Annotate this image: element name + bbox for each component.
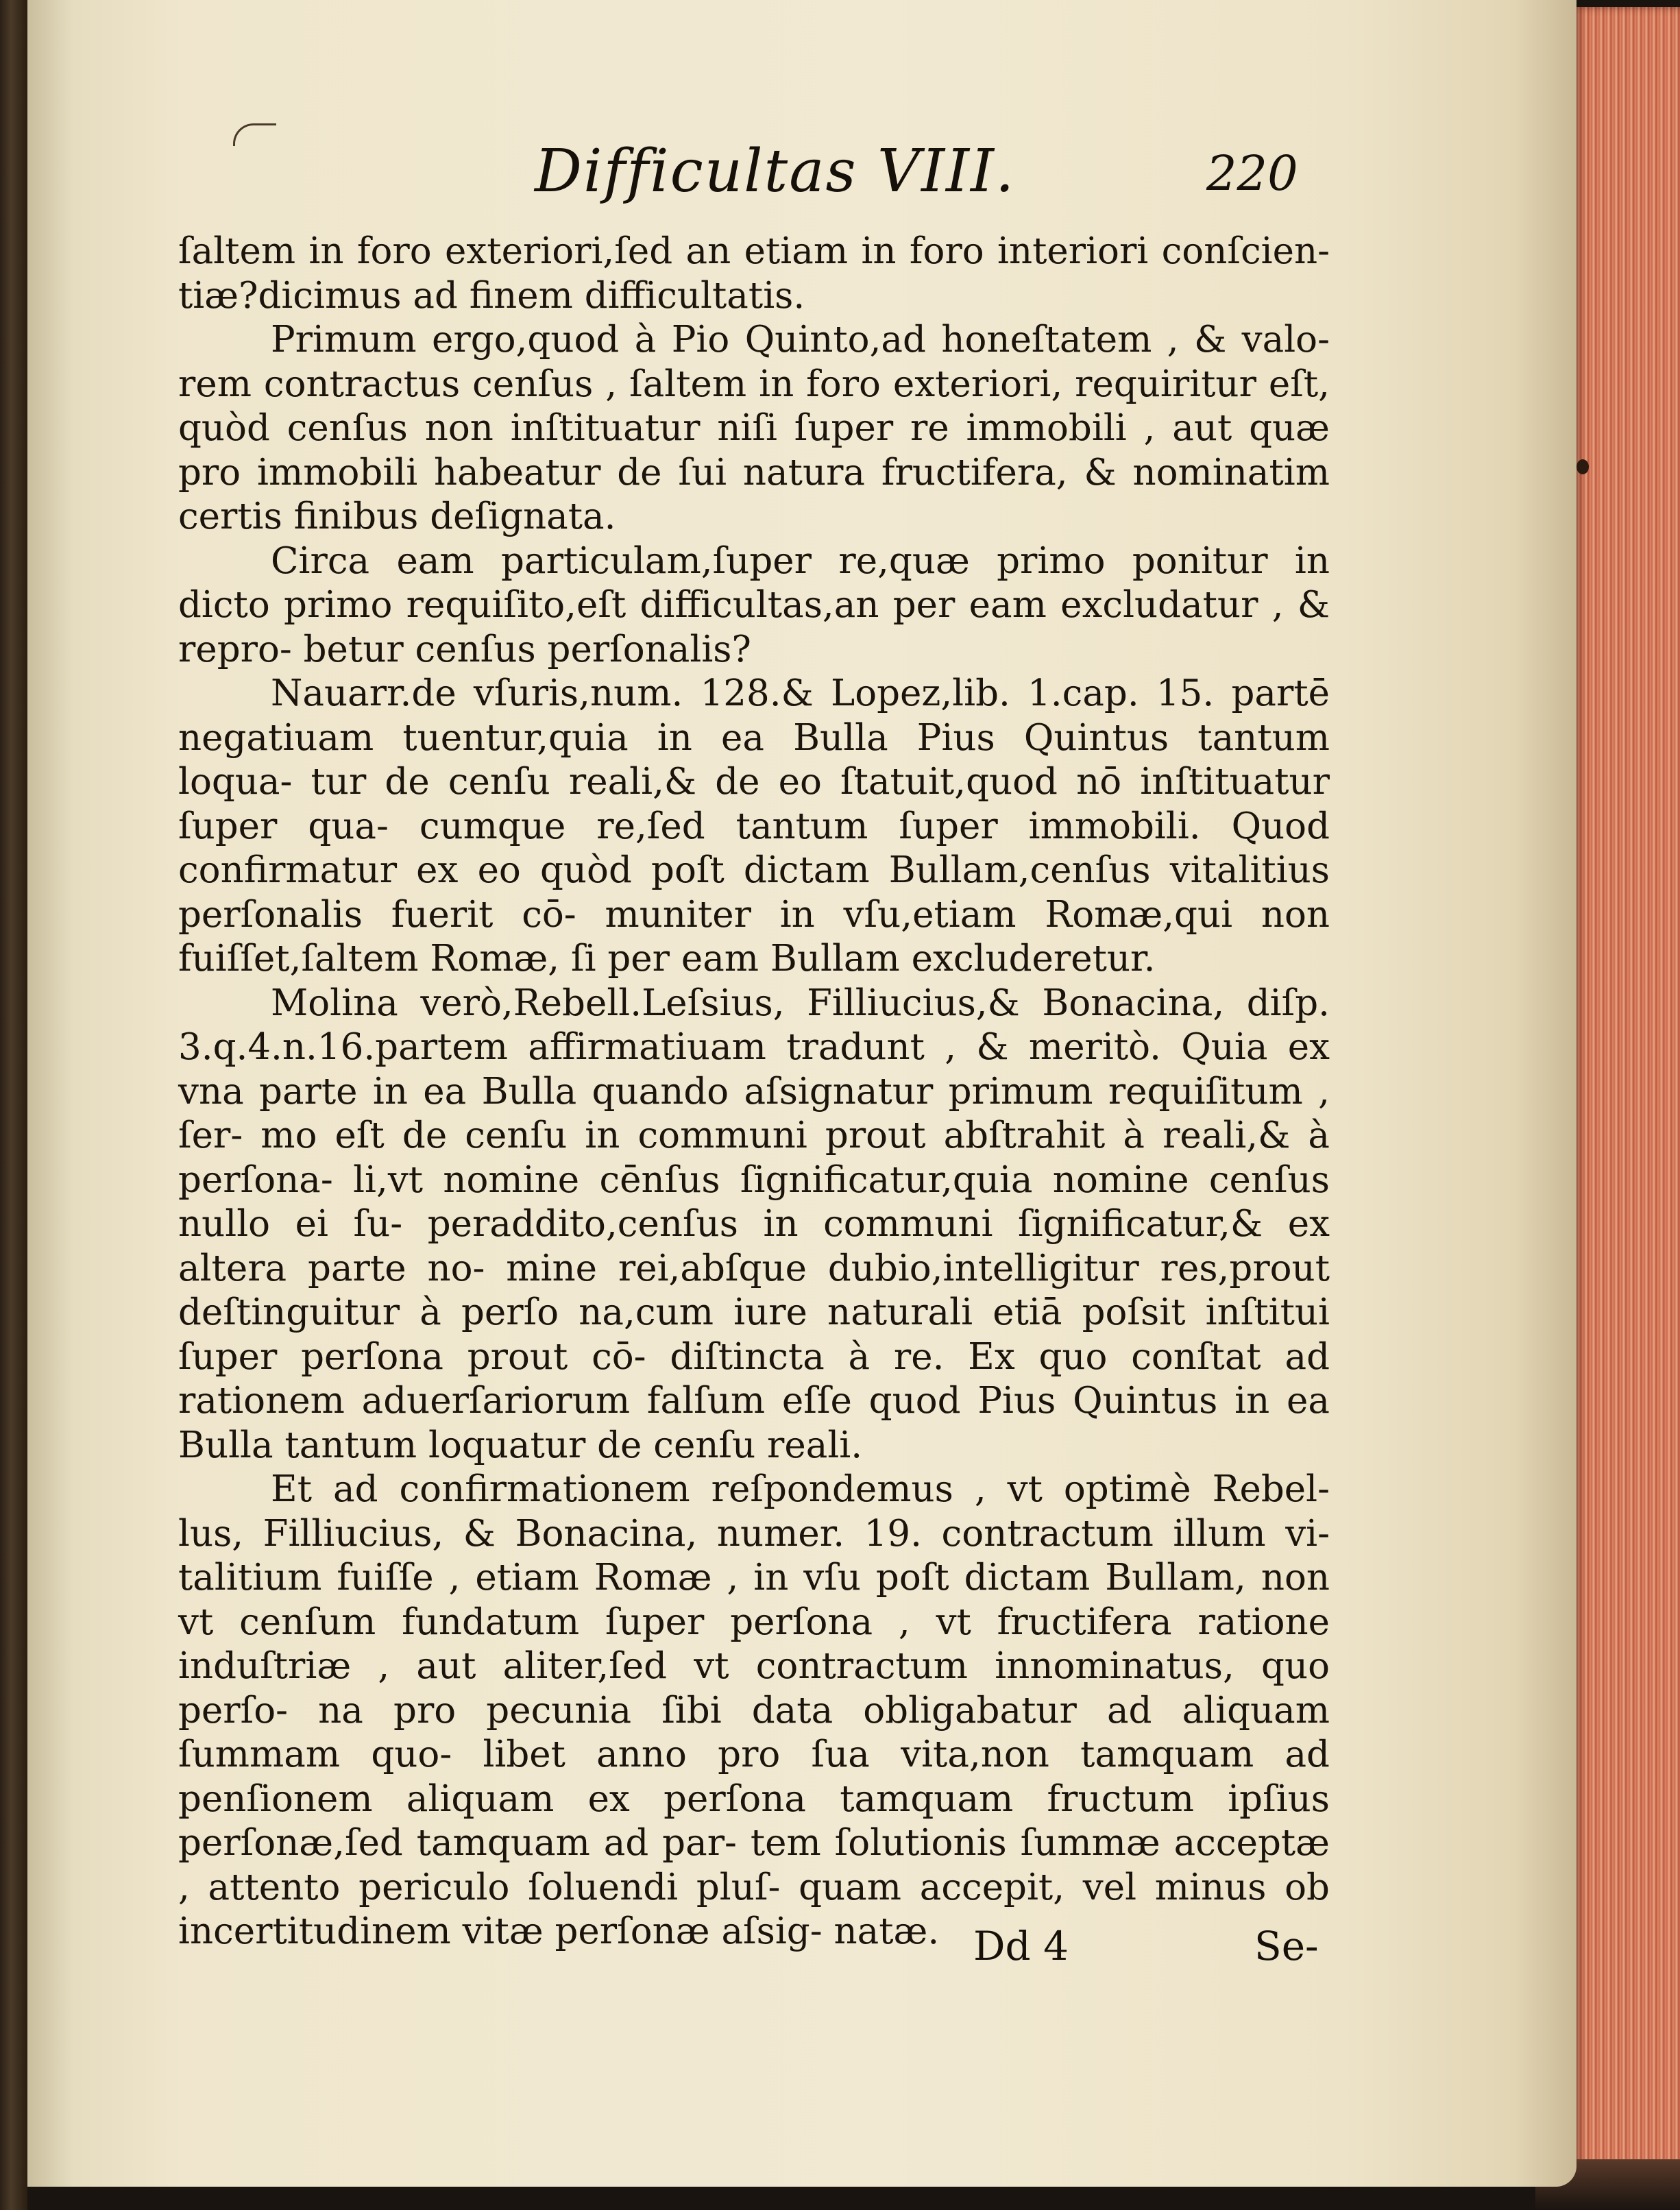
running-title: Difficultas VIII. [535,137,1016,206]
signature-mark: Dd 4 [973,1923,1069,1969]
paragraph-5: Molina verò,Rebell.Leſsius, Filliucius,& Bonacina, diſp. 3.q.4.n.16.partem affirmatiuam tradunt , & meritò. Quia ex vna parte in ea Bulla quando aſsignatur primum requiſitum , ſer- mo eſt de cenſu in communi prout abſtrahit à reali,& à perſona- li,vt nomine cēnſus ſignificatur,quia nomine cenſus nullo ei ſu- peraddito,cenſus in communi ſignificatur,& ex altera parte no- mine rei,abſque dubio,intelligitur res,prout deſtinguitur à perſo na,cum iure naturali etiā poſsit inſtitui ſuper perſona prout cō- diſtincta à re. Ex quo conſtat ad rationem aduerſariorum falſum eſſe quod Pius Quintus in ea Bulla tantum loquatur de cenſu reali. [178,982,1330,1466]
catchword: Se- [1254,1923,1319,1969]
paragraph-3: Circa eam particulam,ſuper re,quæ primo ponitur in dicto primo requiſito,eſt difficultas,an per eam excludatur , & repro- betur cenſus perſonalis? [178,539,1330,670]
previous-page-edge [0,0,27,2210]
body-text [178,230,1330,1954]
book-fore-edge [1573,7,1680,2210]
margin-ink-dot [1576,459,1589,474]
paragraph-4: Nauarr.de vſuris,num. 128.& Lopez,lib. 1.cap. 15. partē negatiuam tuentur,quia in ea Bulla Pius Quintus tantum loqua- tur de cenſu reali,& de eo ſtatuit,quod nō inſtituatur ſuper qua- cumque re,ſed tantum ſuper immobili. Quod confirmatur ex eo quòd poſt dictam Bullam,cenſus vitalitius perſonalis fuerit cō- muniter in vſu,etiam Romæ,qui non fuiſſet,ſaltem Romæ, ſi per eam Bullam excluderetur. [178,672,1330,980]
page-text [27,0,1576,2187]
page-number: 220 [1206,145,1298,202]
paragraph-6: Et ad confirmationem reſpondemus , vt optimè Rebel- lus, Filliucius, & Bonacina, numer. 19. contractum illum vi- talitium fuiſſe , etiam Romæ , in vſu poſt dictam Bullam, non vt cenſum fundatum ſuper perſona , vt fructifera ratione induſtriæ , aut aliter,ſed vt contractum innominatus, quo perſo- na pro pecunia ſibi data obligabatur ad aliquam ſummam quo- libet anno pro ſua vita,non tamquam ad penſionem aliquam ex perſona tamquam fructum ipſius perſonæ,ſed tamquam ad par- tem ſolutionis ſummæ acceptæ , attento periculo ſoluendi pluſ- quam accepit, vel minus ob incertitudinem vitæ perſonæ aſsig- natæ. [178,1468,1330,1952]
paragraph-1: ſaltem in foro exteriori,ſed an etiam in foro interiori conſcien- tiæ?dicimus ad finem difficultatis. [178,230,1330,317]
book-page [27,0,1576,2187]
paragraph-2: Primum ergo,quod à Pio Quinto,ad honeſtatem , & valo- rem contractus cenſus , ſaltem in foro exteriori, requiritur eſt, quòd cenſus non inſtituatur niſi ſuper re immobili , aut quæ pro immobili habeatur de ſui natura fructifera, & nominatim certis finibus deſignata. [178,319,1330,537]
